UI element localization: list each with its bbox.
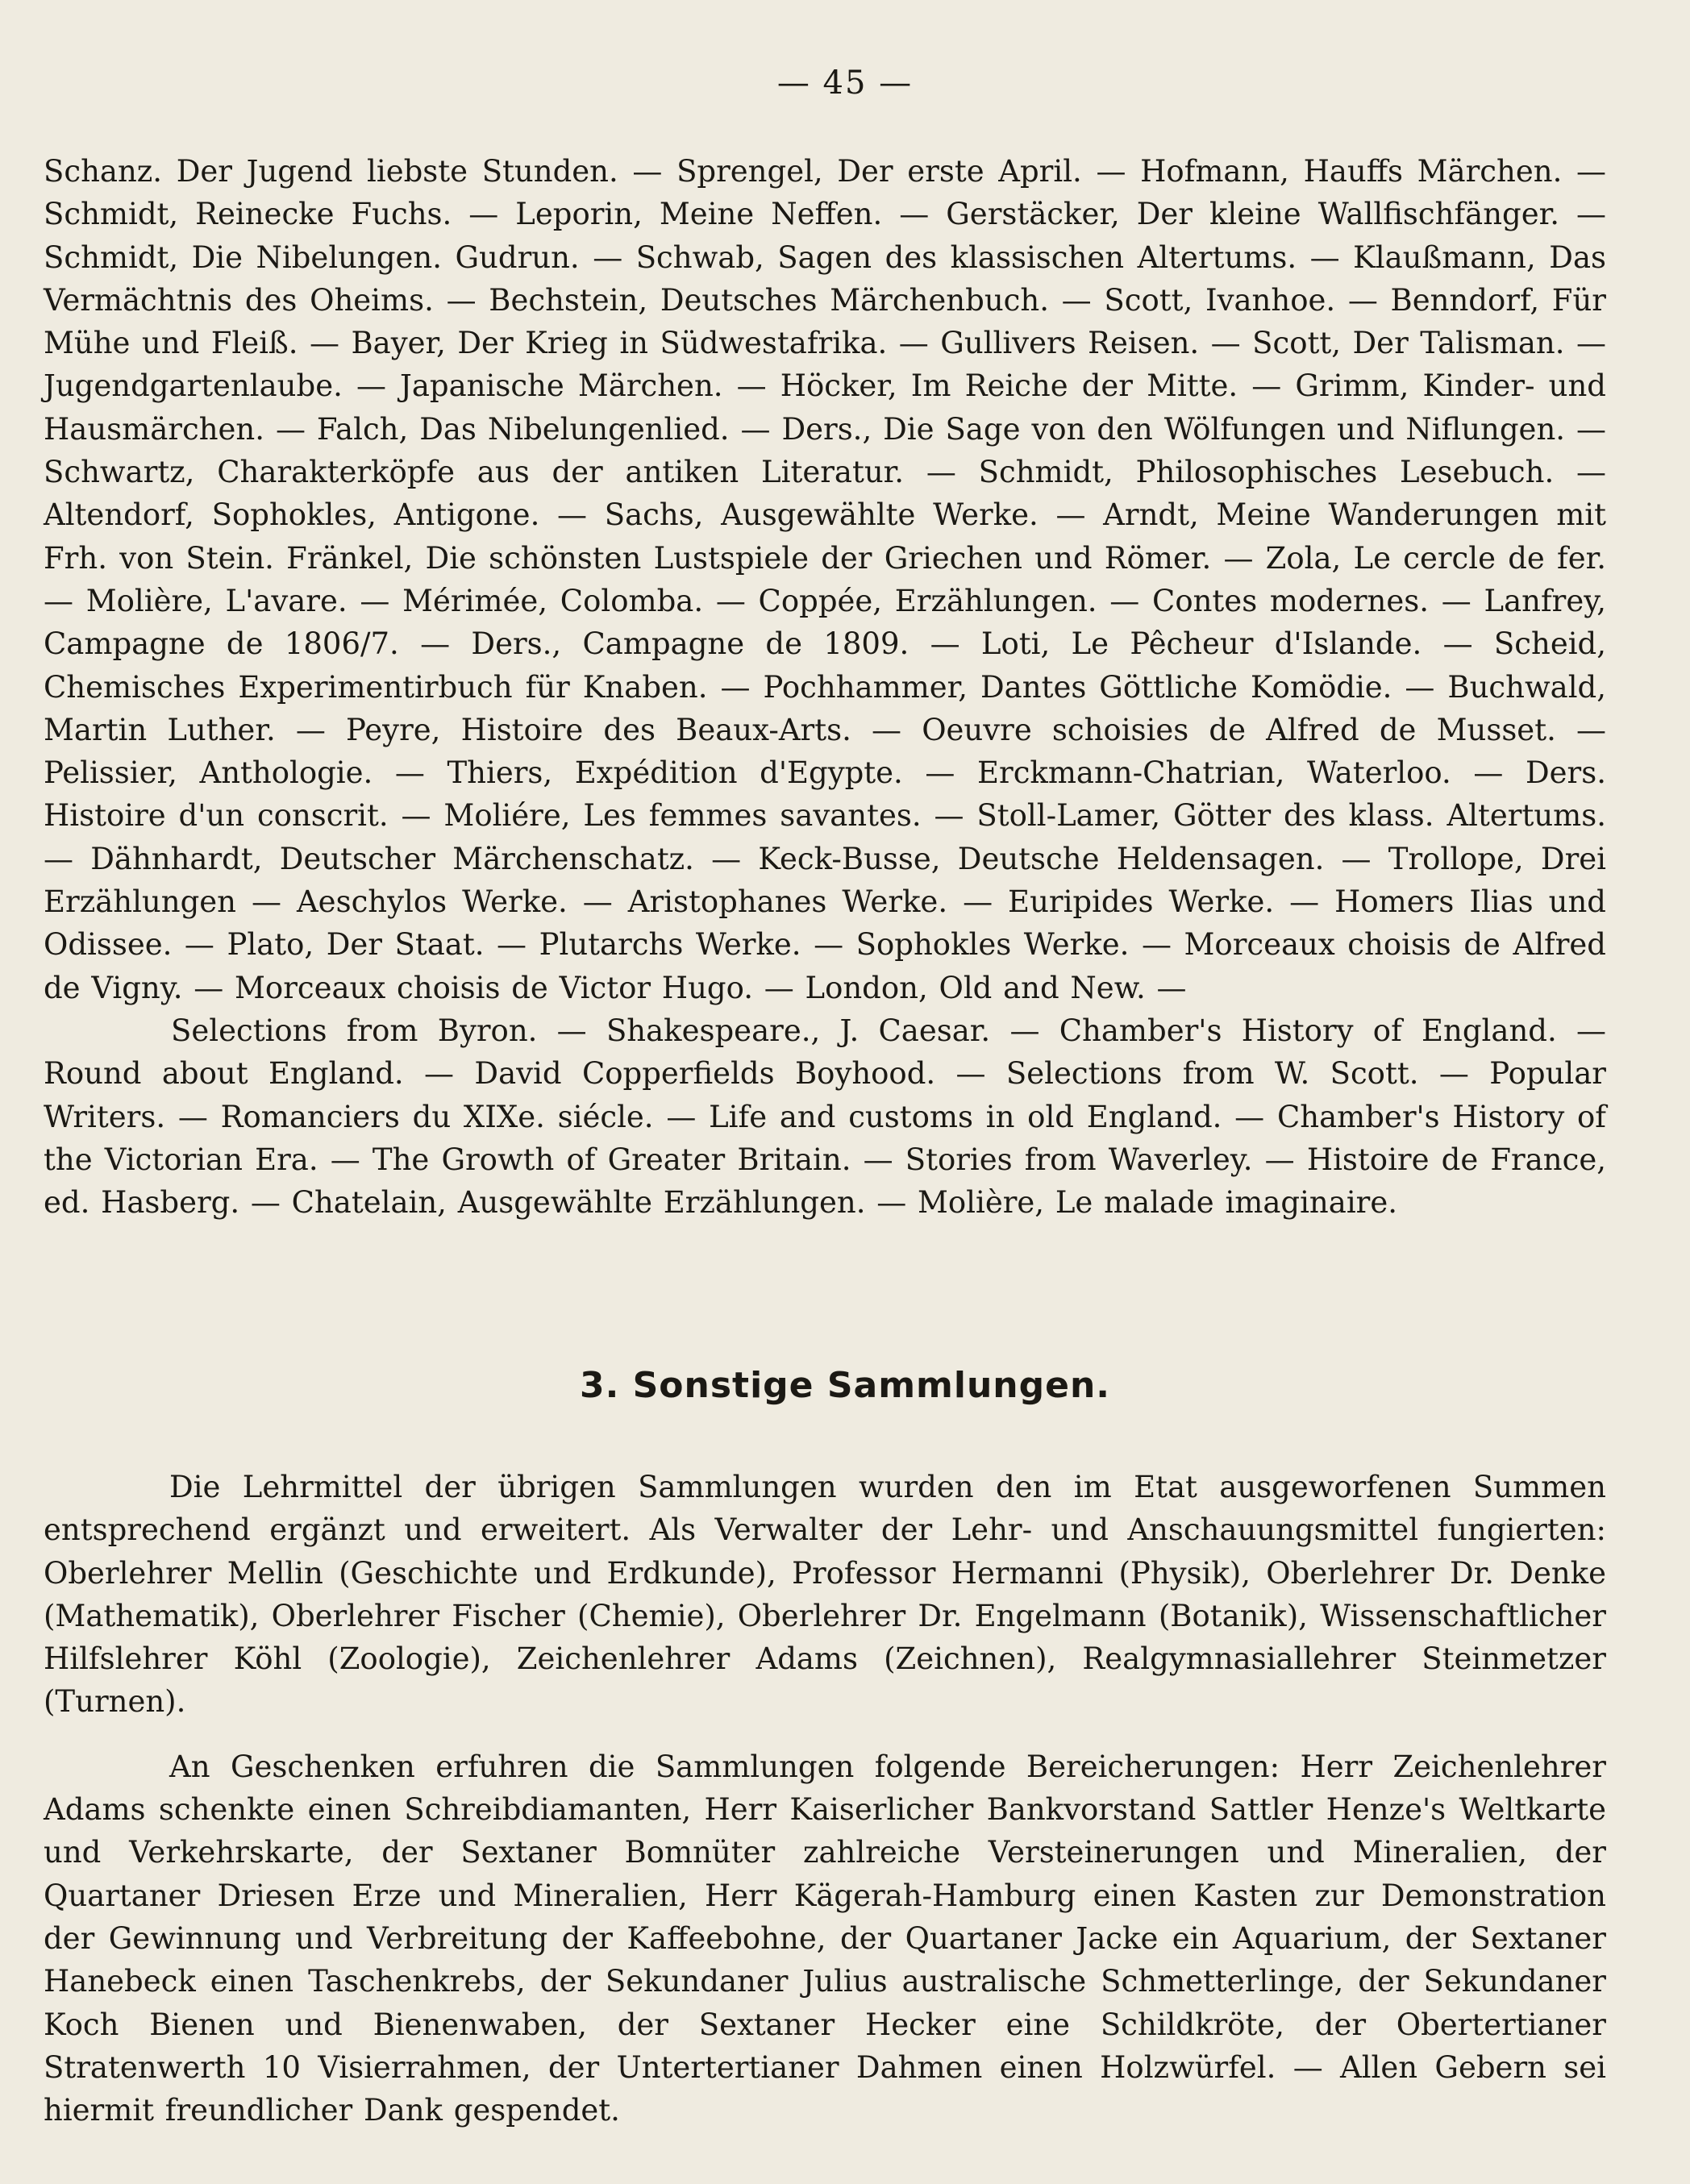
book-list-paragraph: Schanz. Der Jugend liebste Stunden. — Sprengel, Der erste April. — Hofmann, Hauffs Märchen. — Schmidt, Reinecke Fuchs. — Leporin, Meine Neffen. — Gerstäcker, Der kleine Wallfischfänger. — Schmidt, Die Nibelungen. Gudrun. — Schwab, Sagen des klassischen Altertums. — Klaußmann, Das Vermächtnis des Oheims. — Bechstein, Deutsches Märchenbuch. — Scott, Ivanhoe. — Benndorf, Für Mühe und Fleiß. — Bayer, Der Krieg in Südwestafrika. — Gullivers Reisen. — Scott, Der Talisman. — Jugendgartenlaube. — Japanische Märchen. — Höcker, Im Reiche der Mitte. — Grimm, Kinder- und Hausmärchen. — Falch, Das Nibelungenlied. — Ders., Die Sage von den Wölfungen und Niflungen. — Schwartz, Charakterköpfe aus der antiken Literatur. — Schmidt, Philosophisches Lesebuch. — Altendorf, Sophokles, Antigone. — Sachs, Ausgewählte Werke. — Arndt, Meine Wanderungen mit Frh. von Stein. Fränkel, Die schönsten Lustspiele der Griechen und Römer. — Zola, Le cercle de fer. — Molière, L'avare. — Mérimée, Colomba. — Coppée, Erzählungen. — Contes modernes. — Lanfrey, Campagne de 1806/7. — Ders., Campagne de 1809. — Loti, Le Pêcheur d'Islande. — Scheid, Chemisches Experimentirbuch für Knaben. — Pochhammer, Dantes Göttliche Komödie. — Buchwald, Martin Luther. — Peyre, Histoire des Beaux-Arts. — Oeuvre schoisies de Alfred de Musset. — Pelissier, Anthologie. — Thiers, Expédition d'Egypte. — Erckmann-Chatrian, Waterloo. — Ders. Histoire d'un conscrit. — Moliére, Les femmes savantes. — Stoll-Lamer, Götter des klass. Altertums. — Dähnhardt, Deutscher Märchenschatz. — Keck-Busse, Deutsche Heldensagen. — Trollope, Drei Erzählungen — Aeschylos Werke. — Aristophanes Werke. — Euripides Werke. — Homers Ilias und Odissee. — Plato, Der Staat. — Plutarchs Werke. — Sophokles Werke. — Morceaux choisis de Alfred de Vigny. — Morceaux choisis de Victor Hugo. — London, Old and New. —	[44, 154, 1606, 1005]
donations-paragraph: An Geschenken erfuhren die Sammlungen folgende Bereicherungen: Herr Zeichenlehrer Adams schenkte einen Schreibdiamanten, Herr Kaiserlicher Bankvorstand Sattler Henze's Weltkarte und Verkehrskarte, der Sextaner Bomnüter zahlreiche Versteinerungen und Mineralien, der Quartaner Driesen Erze und Mineralien, Herr Kägerah-Hamburg einen Kasten zur Demonstration der Gewinnung und Verbreitung der Kaffeebohne, der Quartaner Jacke ein Aquarium, der Sextaner Hanebeck einen Taschenkrebs, der Sekundaner Julius australische Schmetterlinge, der Sekundaner Koch Bienen und Bienenwaben, der Sextaner Hecker eine Schildkröte, der Obertertianer Stratenwerth 10 Visierrahmen, der Untertertianer Dahmen einen Holzwürfel. — Allen Gebern sei hiermit freundlicher Dank gespendet.	[44, 1749, 1606, 2128]
section-heading: 3. Sonstige Sammlungen.	[579, 1365, 1111, 1406]
book-list	[44, 150, 1606, 1224]
page-number: — 45 —	[776, 64, 914, 102]
collections-paragraph: Die Lehrmittel der übrigen Sammlungen wurden den im Etat ausgeworfenen Summen entsprechend ergänzt und erweitert. Als Verwalter der Lehr- und Anschauungsmittel fungierten: Oberlehrer Mellin (Geschichte und Erdkunde), Professor Hermanni (Physik), Oberlehrer Dr. Denke (Mathematik), Oberlehrer Fischer (Chemie), Oberlehrer Dr. Engelmann (Botanik), Wissenschaftlicher Hilfslehrer Köhl (Zoologie), Zeichenlehrer Adams (Zeichnen), Realgymnasiallehrer Steinmetzer (Turnen).	[44, 1470, 1606, 1720]
collections-section	[44, 1466, 1606, 2132]
book-list-paragraph-english: Selections from Byron. — Shakespeare., J. Caesar. — Chamber's History of England. — Round about England. — David Copperfields Boyhood. — Selections from W. Scott. — Popular Writers. — Romanciers du XIXe. siécle. — Life and customs in old England. — Chamber's History of the Victorian Era. — The Growth of Greater Britain. — Stories from Waverley. — Histoire de France, ed. Hasberg. — Chatelain, Ausgewählte Erzählungen. — Molière, Le malade imaginaire.	[44, 1013, 1606, 1221]
